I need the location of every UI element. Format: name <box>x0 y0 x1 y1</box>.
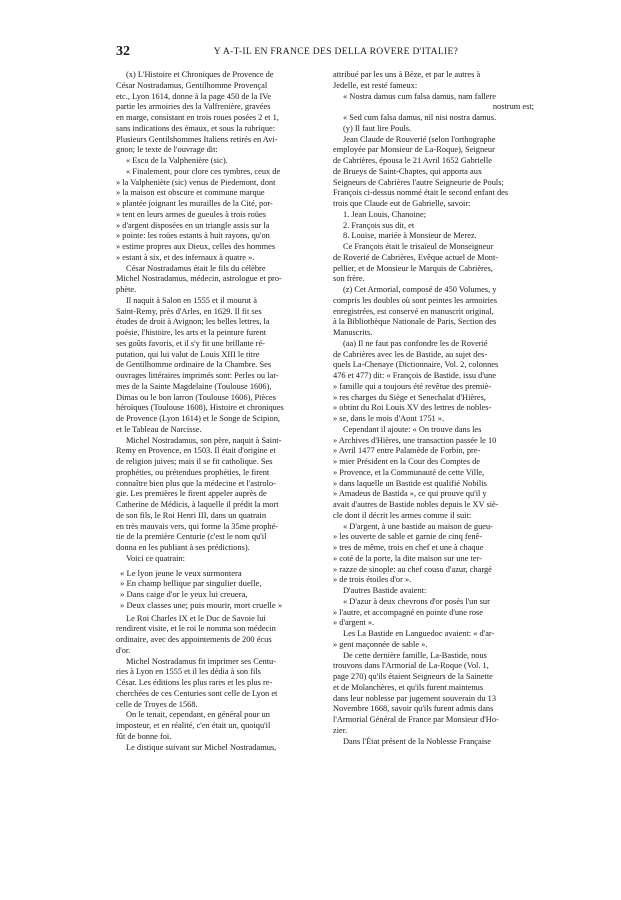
text-line: imposteur, et en réalité, c'en était un, quoiqu'il <box>116 721 271 730</box>
text-line: » tent en leurs armes de gueules à trois roües <box>116 209 267 219</box>
text-line: Cependant il ajoute: « On trouve dans les <box>343 424 482 434</box>
text-line: Remy en Provence, en 1503. Il était d'origine et <box>116 446 276 456</box>
text-line: gnon; le texte de l'ouvrage dit: <box>116 145 218 155</box>
text-line: Dans l'État présent de la Noblesse Française <box>343 736 492 746</box>
text-line: » Archives d'Hières, une transaction passée le 10 <box>333 435 497 445</box>
text-line: » plantée joignant les murailles de la Cité, por- <box>116 199 273 208</box>
text-line: » razze de sinople: au chef cousu d'azur, chargé <box>333 564 492 574</box>
text-line: quels La-Chenaye (Dictionnaire, Vol. 2, colonnes <box>333 360 499 370</box>
text-line: ses goûts favoris, et il s'y fit une brillante ré- <box>116 338 265 348</box>
text-line: César Nostradamus, Gentilhomme Provençal <box>116 80 268 90</box>
text-line: Le distique suivant sur Michel Nostradamus, <box>126 742 277 752</box>
text-line: Ce François était le trisaïeul de Monseigneur <box>343 242 494 251</box>
text-line: » d'argent ». <box>333 618 375 628</box>
text-line: « Sed cum falsa damus, nil nisi nostra damus. <box>343 113 497 122</box>
verse-line: » En champ bellique par singulier duelle, <box>120 578 262 589</box>
text-line: (x) L'Histoire et Chroniques de Provence de <box>126 70 274 79</box>
text-line: Jean Claude de Rouverié (selon l'orthographe <box>343 134 496 144</box>
page-number: 32 <box>116 44 130 59</box>
text-line: de Cabrières avec les de Bastide, au sujet des- <box>333 349 488 359</box>
text-line: zier. <box>333 725 348 735</box>
text-line: Michel Nostradamus, son père, naquit à Saint- <box>126 435 282 445</box>
text-line: Les La Bastide en Languedoc avaient: « d'ar- <box>343 629 495 638</box>
text-line: à la Bibliothèque Nationale de Paris, Section des <box>333 317 497 327</box>
text-line: Dimas ou le bon larron (Toulouse 1606), Pièces <box>116 392 276 402</box>
text-line: connaître bien plus que la médecine et l'astrolo- <box>116 478 276 488</box>
text-line: » gent maçonnée de sable ». <box>333 639 428 649</box>
text-line: cle dont il décrit les armes comme il suit: <box>333 510 472 520</box>
text-line: Plusieurs Gentilshommes Italiens retirés en Avi- <box>116 134 278 144</box>
text-line: » la Valpheniète (sic) venus de Piedemont, dont <box>116 177 276 187</box>
text-line: phète. <box>116 285 137 294</box>
text-line: et le Tableau de Narcisse. <box>116 424 202 434</box>
text-line: page 270) qu'ils étaient Seigneurs de la Sainette <box>333 672 493 681</box>
text-line: donna en les publiant à ses prédictions). <box>116 543 250 552</box>
text-line: Jedelle, est resté fameux: <box>333 80 418 90</box>
text-line: putation, qui lui valut de Louis XIII le titre <box>116 349 260 359</box>
text-line: trouvons dans l'Armorial de La-Roque (Vol. 1, <box>333 661 489 671</box>
text-line: de Gentilhomme ordinaire de la Chambre. Ses <box>116 360 272 370</box>
text-line: » res charges du Siège et Senechalat d'Hières, <box>333 392 486 402</box>
text-line: mes de la Sainte Magdelaine (Toulouse 1606), <box>116 381 272 391</box>
text-line: » mier Président en la Cour des Comptes de <box>333 457 481 466</box>
text-line: Michel Nostradamus fit imprimer ses Centu- <box>126 656 277 666</box>
verse-line: » Dans caige d'or le yeux lui creuera, <box>120 589 248 599</box>
text-line: avait d'autres de Bastide nobles depuis le XV siè- <box>333 500 499 509</box>
text-line: » la maison est obscure et commune marque <box>116 188 265 198</box>
text-line: D'autres Bastide avaient: <box>343 586 427 595</box>
text-line: en très mauvais vers, qui forme la 35me prophé- <box>116 521 279 531</box>
text-line: « D'argent, à une bastide au maison de gueu- <box>343 521 493 531</box>
text-line: enregistrées, est conservé en manuscrit original, <box>333 306 494 316</box>
running-title: Y A-T-IL EN FRANCE DES DELLA ROVERE D'ITALIE? <box>213 46 459 57</box>
text-line: fût de bonne foi. <box>116 731 172 741</box>
text-line: de Brueys de Saint-Chaptes, qui apporta aux <box>333 166 483 176</box>
text-line: » estime propres aux Dieux, celles des hommes <box>116 242 276 251</box>
text-line: Saint-Remy, près d'Arles, en 1629. Il fit ses <box>116 306 262 316</box>
text-line: gie. Les premières le firent appeler auprès de <box>116 489 267 499</box>
text-line: On le tenait, cependant, en général pour un <box>126 710 270 720</box>
text-line: Seigneurs de Cabrières l'autre Seigneurie de Pouls; <box>333 177 504 187</box>
text-line: » pointe: les roües estants à huit rayons, qu'on <box>116 231 270 241</box>
text-line: (y) Il faut lire Pouls. <box>343 123 412 133</box>
text-line: » dans laquelle un Bastide est qualifié Nobilis <box>333 478 487 488</box>
text-line: trois que Claude eut de Gabrielle, savoir: <box>333 199 471 208</box>
text-line: 476 et 477) dit: « François de Bastide, issu d'une <box>333 371 496 380</box>
text-line: pellier, et de Monsieur le Marquis de Cabrières, <box>333 263 493 273</box>
text-line: (aa) Il ne faut pas confondre les de Roverié <box>343 338 488 348</box>
verse-line: « Le lyon jeune le veux surmontera <box>120 567 242 578</box>
text-line: César. Les éditions les plus rares et les plus re- <box>116 678 273 687</box>
text-line: ries à Lyon en 1555 et il les dédia à son fils <box>116 667 261 677</box>
text-line: héroïques (Toulouse 1608), Histoire et chroniques <box>116 403 284 413</box>
text-line: ouvrages littéraires imprimés sont: Perles ou lar- <box>116 371 279 380</box>
text-line: Il naquit à Salon en 1555 et il mourut à <box>126 295 257 305</box>
text-line: partie les armoiries des la Valfrenière, gravées <box>116 102 271 112</box>
text-line: de son fils, le Roi Henri III, dans un quatrain <box>116 510 267 520</box>
text-line: sans indications des émaux, et sous la rubrique: <box>116 123 276 133</box>
text-line: etc., Lyon 1614, donne à la page 450 de la IVe <box>116 91 272 101</box>
text-line: Manuscrits. <box>333 328 373 337</box>
text-line: études de droit à Avignon; les belles lettres, la <box>116 317 270 327</box>
text-line: » famille qui a toujours été revêtue des premiè- <box>333 381 492 391</box>
text-line: 8. Louise, mariée à Monsieur de Merez. <box>343 231 477 241</box>
text-line: » de trois étoiles d'or ». <box>333 575 412 585</box>
text-line: » les ouverte de sable et garnie de cinq fenê- <box>333 532 483 542</box>
text-line: De cette dernière famille, La-Bastide, nous <box>343 650 487 660</box>
text-line: » estant à six, et des infernaux à quatre ». <box>116 252 255 262</box>
text-line: » Provence, et la Communauté de cette Ville, <box>333 467 485 477</box>
page-header <box>116 44 528 60</box>
text-line: dans leur noblesse par jugement souverain du 13 <box>333 693 497 703</box>
text-line: de Roverié de Cabrières, Evêque actuel de Mont- <box>333 252 499 262</box>
verse-line: » Deux classes une; puis mourir, mort cruelle » <box>120 599 283 610</box>
text-line: d'or. <box>116 645 131 655</box>
text-line: son frère. <box>333 274 365 284</box>
text-line: » coté de la porte, la dite maison sur une ter- <box>333 553 482 563</box>
text-line: » obtint du Roi Louis XV des lettres de nobles- <box>333 403 492 413</box>
text-line: 2. François sus dit, et <box>343 220 415 230</box>
text-line: (z) Cet Armorial, composé de 450 Volumes, y <box>343 285 497 294</box>
text-line: Michel Nostradamus, médecin, astrologue et pro- <box>116 274 282 284</box>
text-line: compris les doubles où sont peintes les armoiries <box>333 295 497 305</box>
text-line: » tres de même, trois en chef et une à chaque <box>333 543 484 552</box>
text-line: employée par Monsieur de La-Roque), Seigneur <box>333 145 495 155</box>
text-line: Catherine de Médicis, à laquelle il prédit la mort <box>116 500 279 509</box>
text-line: » l'autre, et accompagné en pointe d'une rose <box>333 607 483 617</box>
left-column <box>116 70 317 753</box>
right-column <box>333 70 534 747</box>
text-line: de religion juives; mais il se fit catholique. Ses <box>116 457 273 466</box>
text-line: 1. Jean Louis, Chanoine; <box>343 209 427 219</box>
text-line: de Provence (Lyon 1614) et le Songe de Scipion, <box>116 414 280 423</box>
text-line: » Avril 1477 entre Palamède de Forbin, pre- <box>333 446 481 456</box>
text-line: poésie, l'histoire, les arts et la peinture furent <box>116 328 267 337</box>
text-line: et de Molanchères, et qu'ils furent maintenus <box>333 682 484 692</box>
text-line: ordinaire, avec des appointements de 200 écus <box>116 635 272 644</box>
text-line: Le Roi Charles IX et le Duc de Savoie lui <box>126 613 266 623</box>
text-line: de Cabrières, épousa le 21 Avril 1652 Gabrielle <box>333 156 492 165</box>
text-line: César Nostradamus était le fils du célèbre <box>126 263 266 273</box>
text-line: » d'argent disposées en un triangle assis sur la <box>116 220 270 230</box>
text-line: Novembre 1668, savoir qu'ils furent admis dans <box>333 704 494 714</box>
text-line: François ci-dessus nommé était le second enfant des <box>333 188 509 198</box>
text-line: « Finalement, pour clore ces tymbres, ceux de <box>126 166 281 176</box>
text-line: nostrum est; <box>492 102 534 112</box>
text-line: « Nostra damus cum falsa damus, nam fallere <box>343 91 497 101</box>
text-line: » se, dans le mois d'Aout 1751 ». <box>333 414 445 423</box>
text-line: « Escu de la Valphenière (sic). <box>126 156 228 165</box>
text-line: » Amadeus de Bastida », ce qui prouve qu'il y <box>333 489 487 499</box>
text-line: « D'azur à deux chevrons d'or posés l'un sur <box>343 596 490 606</box>
text-line: celle de Troyes de 1568. <box>116 699 198 709</box>
text-line: tie de la première Centurie (c'est le nom qu'il <box>116 532 267 542</box>
text-line: Voici ce quatrain: <box>126 553 185 563</box>
text-line: rendirent visite, et le roi le nomma son médecin <box>116 624 276 634</box>
text-line: prophéties, ou prétendues prophéties, le firent <box>116 467 270 477</box>
text-line: cherchées de ces Centuries sont celle de Lyon et <box>116 688 278 698</box>
text-line: en marge, consistant en trois roues posées 2 et 1, <box>116 113 279 122</box>
text-line: attribué par les uns à Bèze, et par le autres à <box>333 70 481 79</box>
text-line: l'Armorial Général de France par Monsieur d'Ho- <box>333 715 499 724</box>
